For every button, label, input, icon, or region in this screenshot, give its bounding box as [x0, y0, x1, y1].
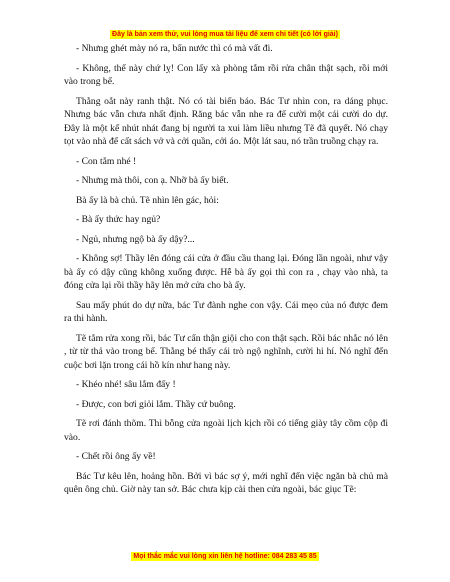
paragraph: - Ngủ, nhưng ngộ bà ấy dậy?...: [76, 233, 195, 245]
preview-notice: Đây là bản xem thử, vui lòng mua tài liệu để xem chi tiết (có lời giải): [112, 31, 338, 38]
paragraph: - Không sợ! Thầy lên đóng cái cửa ở đầu cầu thang lại. Đóng lần ngoài, như vậy bà ấy có dậy cũng không xuống được. Hễ bà ấy gọi thì con ra , chạy vào nhà, ta đóng cửa lại rồi thầy hãy lên mở cửa cho bà ấy.: [64, 253, 388, 291]
paragraph: - Được, con bơi giỏi lắm. Thầy cứ buông.: [76, 398, 236, 410]
paragraph: Thằng oắt này ranh thật. Nó có tài biến báo. Bác Tư nhìn con, ra dáng phục. Nhưng bác vẫn chưa nhất định. Răng bác vẫn nhe ra để cười một cái cười do dự. Đây là một kế nhút nhát đang bị người ta xui làm liều nhưng Tẽ đã quyết. Nó chạy tọt vào nhà để cất sách vở và cởi quần, cởi áo. Một lát sau, nó trần truồng chạy ra.: [64, 95, 388, 147]
paragraph: Bà ấy là bà chủ. Tẽ nhìn lên gác, hỏi:: [76, 194, 219, 206]
paragraph: - Nhưng ghét mày nó ra, bẩn nước thì có mà vất đi.: [76, 43, 273, 54]
hotline-notice: Mọi thắc mắc vui lòng xin liên hệ hotline: 084 283 45 85: [133, 553, 317, 560]
paragraph: - Chết rồi ông ấy về!: [76, 451, 156, 462]
paragraph: - Khéo nhé! sâu lắm đấy !: [76, 379, 176, 390]
paragraph: - Bà ấy thức hay ngủ?: [76, 214, 161, 225]
paragraph: - Không, thế này chứ lỵ! Con lấy xà phòng tắm rồi rửa chân thật sạch, rồi mới vào trong bể.: [64, 62, 388, 87]
paragraph: - Con tắm nhé !: [76, 155, 137, 167]
document-body: [64, 42, 388, 503]
paragraph: Sau mấy phút do dự nữa, bác Tư đành nghe con vậy. Cái mẹo của nó được đem ra thi hành.: [64, 299, 388, 324]
paragraph: - Nhưng mà thôi, con ạ. Nhỡ bà ấy biết.: [76, 175, 229, 186]
hotline-banner: [0, 545, 450, 563]
preview-banner: [0, 23, 450, 41]
paragraph: Tẽ tắm rửa xong rồi, bác Tư cẩn thận giội cho con thật sạch. Rồi bác nhắc nó lên , từ từ thả vào trong bể. Thằng bé thấy cái trò ngộ nghĩnh, cười hi hí. Nó nghĩ đến cuộc bơi lặn trong cái hồ kín như hang này.: [64, 332, 388, 371]
paragraph: Tẽ rơi đánh thõm. Thì bỗng cửa ngoài lịch kịch rồi có tiếng giày tây cồm cộp đi vào.: [64, 418, 388, 443]
paragraph: Bác Tư kêu lên, hoảng hồn. Bởi vì bác sợ ý, mới nghĩ đến việc ngăn bà chủ mà quên ông chủ. Giờ này tan sở. Bác chưa kịp cài then cửa ngoài, bác giục Tẽ:: [64, 470, 388, 495]
